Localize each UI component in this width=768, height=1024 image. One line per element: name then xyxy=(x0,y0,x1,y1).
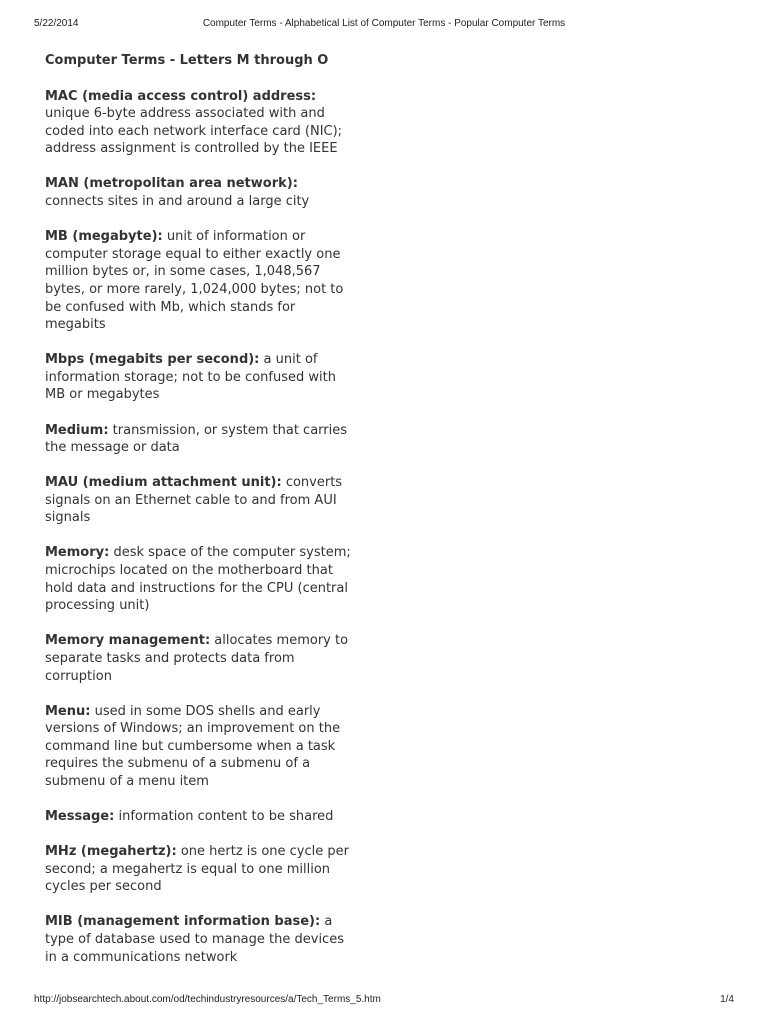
term-definition: information content to be shared xyxy=(118,809,334,825)
term-name: Mbps (megabits per second): xyxy=(45,352,260,368)
print-header xyxy=(34,18,734,32)
term-list xyxy=(45,88,357,967)
term-entry xyxy=(45,703,357,791)
term-name: MHz (megahertz): xyxy=(45,844,177,860)
term-name: MIB (management information base): xyxy=(45,914,321,930)
term-definition: one hertz is one cycle per second; a megahertz is equal to one million cycles per second xyxy=(45,844,349,895)
print-date: 5/22/2014 xyxy=(34,18,79,29)
document-title: Computer Terms - Alphabetical List of Computer Terms - Popular Computer Terms xyxy=(202,18,566,29)
term-definition: unique 6-byte address associated with and coded into each network interface card (NIC); address assignment is controlled by the IEEE xyxy=(45,106,343,157)
term-entry xyxy=(45,474,357,527)
term-definition: used in some DOS shells and early versions of Windows; an improvement on the command line but cumbersome when a task requires the submenu of a submenu of a submenu of a menu item xyxy=(45,703,341,789)
print-footer xyxy=(34,994,734,1008)
term-definition: connects sites in and around a large city xyxy=(45,194,310,210)
section-heading: Computer Terms - Letters M through O xyxy=(45,53,329,68)
term-entry xyxy=(45,843,357,896)
term-entry xyxy=(45,88,357,158)
term-name: MB (megabyte): xyxy=(45,229,163,245)
page-url: http://jobsearchtech.about.com/od/techindustryresources/a/Tech_Terms_5.htm xyxy=(34,994,381,1005)
term-name: Medium: xyxy=(45,422,109,438)
term-definition: converts signals on an Ethernet cable to and from AUI signals xyxy=(45,475,343,526)
term-entry xyxy=(45,808,357,826)
term-definition: transmission, or system that carries the message or data xyxy=(45,422,348,456)
term-definition: a unit of information storage; not to be confused with MB or megabytes xyxy=(45,352,336,403)
term-entry xyxy=(45,544,357,614)
term-entry xyxy=(45,351,357,404)
term-definition: a type of database used to manage the devices in a communications network xyxy=(45,914,344,965)
term-definition: unit of information or computer storage equal to either exactly one million bytes or, in some cases, 1,048,567 bytes, or more rarely, 1,024,000 bytes; not to be confused with Mb, which stands for megabits xyxy=(45,229,344,333)
page-number: 1/4 xyxy=(720,994,734,1005)
term-name: Memory management: xyxy=(45,633,211,649)
term-definition: allocates memory to separate tasks and protects data from corruption xyxy=(45,633,349,684)
term-entry xyxy=(45,422,357,457)
term-entry xyxy=(45,632,357,685)
term-entry xyxy=(45,175,357,210)
term-name: Message: xyxy=(45,809,115,825)
term-name: Menu: xyxy=(45,703,91,719)
term-name: MAN (metropolitan area network): xyxy=(45,176,298,192)
term-definition: desk space of the computer system; microchips located on the motherboard that hold data and instructions for the CPU (central processing unit) xyxy=(45,545,351,614)
term-name: MAC (media access control) address: xyxy=(45,88,317,104)
page-content xyxy=(45,52,357,984)
term-name: Memory: xyxy=(45,545,110,561)
term-name: MAU (medium attachment unit): xyxy=(45,475,282,491)
term-entry xyxy=(45,913,357,966)
term-entry xyxy=(45,228,357,334)
